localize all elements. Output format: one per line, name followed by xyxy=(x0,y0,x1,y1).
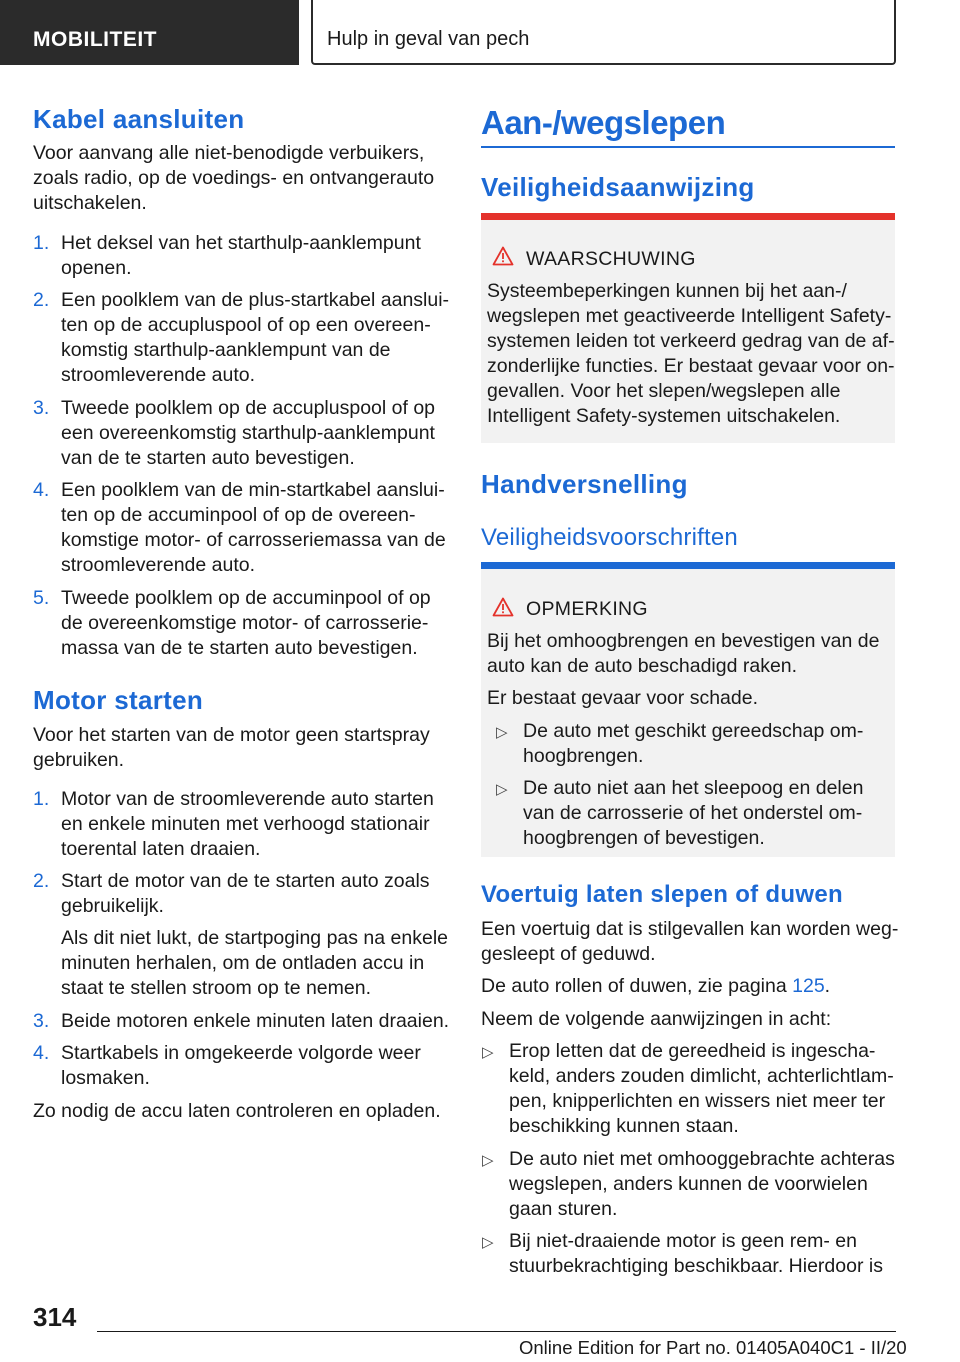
step-number: 4. xyxy=(33,479,50,501)
step-text: minuten herhalen, om de ontladen accu in xyxy=(61,952,425,974)
step-number: 2. xyxy=(33,870,50,892)
warning-text: Systeembeperkingen kunnen bij het aan-/ xyxy=(487,280,847,302)
notice-text: auto kan de auto beschadigd raken. xyxy=(487,655,798,677)
warning-triangle-icon xyxy=(492,246,514,266)
heading-handversnelling: Handversnelling xyxy=(481,469,688,499)
warning-text: systemen leiden tot verkeerd gedrag van de af- xyxy=(487,330,895,352)
step-number: 3. xyxy=(33,1010,50,1032)
step-number: 1. xyxy=(33,232,50,254)
section-tab xyxy=(0,0,299,65)
step-text: en enkele minuten met verhoogd stationair xyxy=(61,813,430,835)
tow-note: Neem de volgende aanwijzingen in acht: xyxy=(481,1008,832,1030)
step-number: 2. xyxy=(33,289,50,311)
heading-aan-wegslepen: Aan-/wegslepen xyxy=(481,104,726,141)
tow-intro: gesleept of geduwd. xyxy=(481,943,656,965)
step-number: 3. xyxy=(33,397,50,419)
warning-box xyxy=(481,213,895,443)
step-text: Tweede poolklem op de accuminpool of op xyxy=(61,587,431,609)
chapter-title: Hulp in geval van pech xyxy=(327,28,530,50)
heading-veiligheidsvoorschriften: Veiligheidsvoorschriften xyxy=(481,524,738,551)
step-text: stroomleverende auto. xyxy=(61,364,256,386)
notice-bullet-text: hoogbrengen. xyxy=(523,745,644,767)
step-text: de overeenkomstige motor- of carrosserie- xyxy=(61,612,429,634)
step-text: Het deksel van het starthulp-aanklempunt xyxy=(61,232,421,254)
step-text: een overeenkomstig starthulp-aanklempunt xyxy=(61,422,435,444)
step-text: Beide motoren enkele minuten laten draaien. xyxy=(61,1010,450,1032)
engine-intro-2: gebruiken. xyxy=(33,749,125,771)
cables-intro-1: Voor aanvang alle niet-benodigde verbuikers, xyxy=(33,142,425,164)
tow-reference xyxy=(481,974,830,999)
step-text: komstige motor- of carrosseriemassa van de xyxy=(61,529,446,551)
section-title: MOBILITEIT xyxy=(33,28,157,51)
tow-bullet-text: gaan sturen. xyxy=(509,1198,618,1220)
heading-motor-starten: Motor starten xyxy=(33,685,204,715)
step-text: stroomleverende auto. xyxy=(61,554,256,576)
step-text: ten op de accupluspool of op een overeen- xyxy=(61,314,431,336)
page-link[interactable]: 125 xyxy=(792,975,825,997)
heading-kabel-aansluiten: Kabel aansluiten xyxy=(33,104,245,134)
tow-bullet-text: stuurbekrachtiging beschikbaar. Hierdoor is xyxy=(509,1255,883,1277)
heading-veiligheidsaanwijzing: Veiligheidsaanwijzing xyxy=(481,172,755,202)
notice-bullet-text: De auto met geschikt gereedschap om- xyxy=(523,720,864,742)
warning-text: wegslepen met geactiveerde Intelligent Safety- xyxy=(487,305,892,327)
tow-bullet-text: beschikking kunnen staan. xyxy=(509,1115,739,1137)
bullet-triangle-icon: ▷ xyxy=(482,1044,494,1061)
engine-intro-1: Voor het starten van de motor geen startspray xyxy=(33,724,430,746)
tow-reference-end: . xyxy=(824,975,831,997)
tow-intro: Een voertuig dat is stilgevallen kan worden weg- xyxy=(481,918,899,940)
step-text: toerental laten draaien. xyxy=(61,838,261,860)
notice-box xyxy=(481,562,895,857)
step-text: gebruikelijk. xyxy=(61,895,164,917)
chapter-tab xyxy=(311,0,896,65)
tow-reference-text: De auto rollen of duwen, zie pagina xyxy=(481,975,793,997)
warning-text: zonderlijke functies. Er bestaat gevaar voor on- xyxy=(487,355,895,377)
bullet-triangle-icon: ▷ xyxy=(496,781,508,798)
tow-bullet-text: wegslepen, anders kunnen de voorwielen xyxy=(509,1173,868,1195)
page-number: 314 xyxy=(33,1302,77,1332)
tow-bullet-text: keld, anders zouden dimlicht, achterlichtlam- xyxy=(509,1065,894,1087)
warning-triangle-icon xyxy=(492,597,514,617)
step-text: losmaken. xyxy=(61,1067,150,1089)
bullet-triangle-icon: ▷ xyxy=(482,1234,494,1251)
bullet-triangle-icon: ▷ xyxy=(496,724,508,741)
step-text: Startkabels in omgekeerde volgorde weer xyxy=(61,1042,421,1064)
step-text: Tweede poolklem op de accupluspool of op xyxy=(61,397,436,419)
bullet-triangle-icon: ▷ xyxy=(482,1152,494,1169)
warning-label: WAARSCHUWING xyxy=(526,248,696,270)
step-text: staat te stellen stroom op te nemen. xyxy=(61,977,372,999)
step-text: ten op de accuminpool of op de overeen- xyxy=(61,504,416,526)
step-text: komstig starthulp-aanklempunt van de xyxy=(61,339,391,361)
notice-bullet-text: van de carrosserie of het onderstel om- xyxy=(523,802,863,824)
notice-risk: Er bestaat gevaar voor schade. xyxy=(487,687,758,709)
notice-bullet-text: hoogbrengen of bevestigen. xyxy=(523,827,765,849)
heading-voertuig-slepen: Voertuig laten slepen of duwen xyxy=(481,881,843,908)
step-number: 4. xyxy=(33,1042,50,1064)
step-text: Als dit niet lukt, de startpoging pas na enkele xyxy=(61,927,448,949)
notice-text: Bij het omhoogbrengen en bevestigen van de xyxy=(487,630,880,652)
step-text: Een poolklem van de min-startkabel aanslui- xyxy=(61,479,445,501)
step-text: Motor van de stroomleverende auto starten xyxy=(61,788,434,810)
step-number: 1. xyxy=(33,788,50,810)
step-text: openen. xyxy=(61,257,132,279)
tow-bullet-text: Bij niet-draaiende motor is geen rem- en xyxy=(509,1230,857,1252)
warning-text: Intelligent Safety-systemen uitschakelen. xyxy=(487,405,841,427)
tow-bullet-text: pen, knipperlichten en wissers niet meer ter xyxy=(509,1090,886,1112)
cables-intro-3: uitschakelen. xyxy=(33,192,147,214)
tow-bullet-text: Erop letten dat de gereedheid is ingescha- xyxy=(509,1040,876,1062)
step-text: massa van de te starten auto bevestigen. xyxy=(61,637,418,659)
warning-text: gevallen. Voor het slepen/wegslepen alle xyxy=(487,380,841,402)
notice-bullet-text: De auto niet aan het sleepoog en delen xyxy=(523,777,864,799)
edition-note: Online Edition for Part no. 01405A040C1 - II/20 xyxy=(519,1337,907,1358)
tow-bullet-text: De auto niet met omhooggebrachte achteras xyxy=(509,1148,895,1170)
footer-rule xyxy=(97,1331,896,1332)
step-text: van de te starten auto bevestigen. xyxy=(61,447,355,469)
step-number: 5. xyxy=(33,587,50,609)
cables-intro-2: zoals radio, op de voedings- en ontvangerauto xyxy=(33,167,435,189)
notice-label: OPMERKING xyxy=(526,598,648,620)
title-rule xyxy=(481,146,895,148)
step-text: Een poolklem van de plus-startkabel aanslui- xyxy=(61,289,450,311)
engine-outro: Zo nodig de accu laten controleren en opladen. xyxy=(33,1100,441,1122)
step-text: Start de motor van de te starten auto zoals xyxy=(61,870,430,892)
